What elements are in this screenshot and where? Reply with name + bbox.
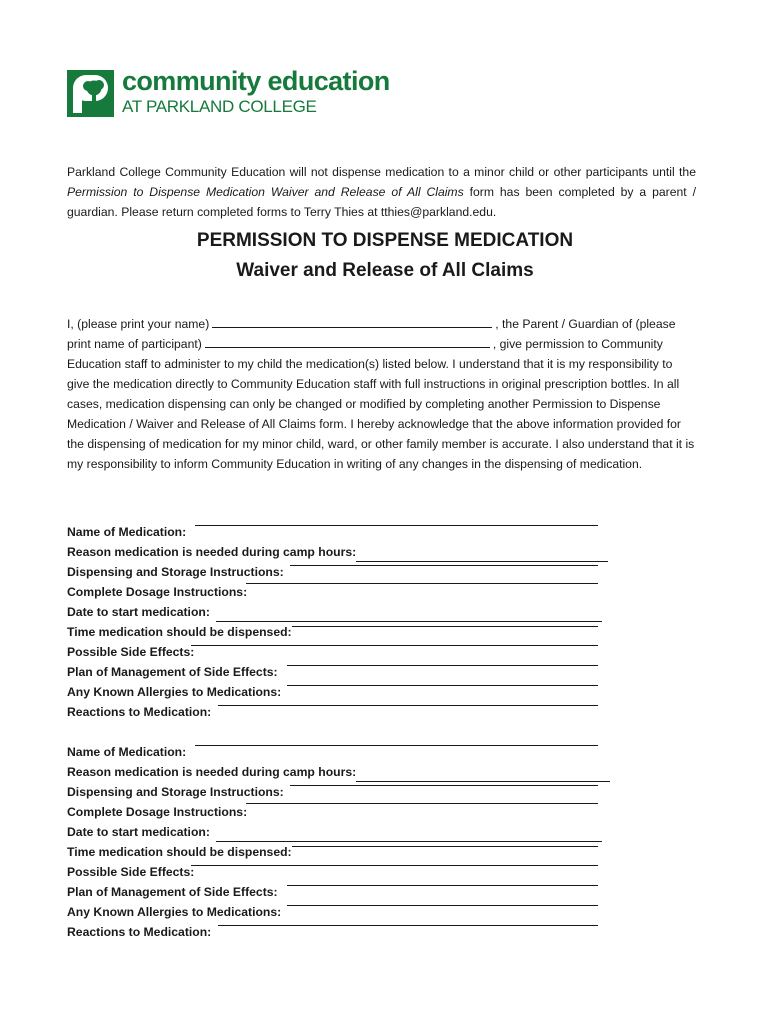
dosage-field[interactable] bbox=[246, 583, 598, 584]
tree-icon bbox=[67, 70, 114, 117]
form-title: PERMISSION TO DISPENSE MEDICATION bbox=[196, 230, 574, 251]
intro-text-end: form has been completed by a parent / guardian. Please return completed forms to Terry Thies at tthies@parkland.edu. bbox=[67, 185, 696, 219]
dispense-time-label: Time medication should be dispensed: bbox=[67, 625, 292, 639]
reactions-label: Reactions to Medication: bbox=[67, 705, 212, 719]
logo-title: community education bbox=[122, 66, 390, 96]
start-date-label: Date to start medication: bbox=[67, 825, 210, 839]
dispensing-storage-label: Dispensing and Storage Instructions: bbox=[67, 785, 284, 799]
reactions-field[interactable] bbox=[218, 705, 598, 706]
participant-name-field[interactable] bbox=[205, 334, 490, 348]
consent-text-2: , the Parent / Guardian of (please print name of participant) bbox=[67, 317, 676, 351]
allergies-field[interactable] bbox=[287, 685, 598, 686]
dispense-time-label: Time medication should be dispensed: bbox=[67, 845, 292, 859]
medication-name-field[interactable] bbox=[195, 525, 598, 526]
reason-label: Reason medication is needed during camp hours: bbox=[67, 765, 357, 779]
start-date-label: Date to start medication: bbox=[67, 605, 210, 619]
start-date-field[interactable] bbox=[216, 841, 602, 842]
allergies-label: Any Known Allergies to Medications: bbox=[67, 905, 282, 919]
consent-paragraph bbox=[67, 314, 696, 474]
reason-field[interactable] bbox=[356, 561, 608, 562]
reason-label: Reason medication is needed during camp hours: bbox=[67, 545, 357, 559]
dispensing-storage-field[interactable] bbox=[290, 785, 598, 786]
dispense-time-field[interactable] bbox=[292, 846, 598, 847]
medication-name-field[interactable] bbox=[195, 745, 598, 746]
side-effects-field[interactable] bbox=[191, 865, 598, 866]
side-effects-plan-field[interactable] bbox=[287, 665, 598, 666]
form-subtitle: Waiver and Release of All Claims bbox=[236, 260, 534, 281]
allergies-field[interactable] bbox=[287, 905, 598, 906]
guardian-name-field[interactable] bbox=[212, 314, 492, 328]
side-effects-plan-field[interactable] bbox=[287, 885, 598, 886]
start-date-field[interactable] bbox=[216, 621, 602, 622]
consent-text-3: , give permission to Community Education staff to administer to my child the medication(s) listed below. I understand that it is my responsibility to give the medication directly to Community Education staff with full instructions in original prescription bottles. In all cases, medication dispensing can only be changed or modified by completing another Permission to Dispense Medication / Waiver and Release of All Claims form. I hereby acknowledge that the above information provided for the dispensing of medication for my minor child, ward, or other family member is accurate. I also understand that it is my responsibility to inform Community Education in writing of any changes in the dispensing of medication. bbox=[67, 337, 695, 471]
reason-field[interactable] bbox=[356, 781, 610, 782]
dispensing-storage-field[interactable] bbox=[290, 565, 598, 566]
side-effects-label: Possible Side Effects: bbox=[67, 645, 195, 659]
dispense-time-field[interactable] bbox=[292, 626, 598, 627]
dosage-label: Complete Dosage Instructions: bbox=[67, 805, 248, 819]
side-effects-field[interactable] bbox=[191, 645, 598, 646]
side-effects-label: Possible Side Effects: bbox=[67, 865, 195, 879]
organization-logo bbox=[67, 66, 390, 120]
intro-form-title: Permission to Dispense Medication Waiver and Release of All Claims bbox=[67, 185, 464, 199]
medication-name-label: Name of Medication: bbox=[67, 745, 187, 759]
side-effects-plan-label: Plan of Management of Side Effects: bbox=[67, 665, 278, 679]
intro-text-start: Parkland College Community Education will not dispense medication to a minor child or other participants until the bbox=[67, 165, 696, 179]
reactions-label: Reactions to Medication: bbox=[67, 925, 212, 939]
logo-subtitle: AT PARKLAND COLLEGE bbox=[122, 97, 317, 116]
intro-paragraph bbox=[67, 162, 696, 222]
dispensing-storage-label: Dispensing and Storage Instructions: bbox=[67, 565, 284, 579]
allergies-label: Any Known Allergies to Medications: bbox=[67, 685, 282, 699]
reactions-field[interactable] bbox=[218, 925, 598, 926]
dosage-field[interactable] bbox=[246, 803, 598, 804]
dosage-label: Complete Dosage Instructions: bbox=[67, 585, 248, 599]
medication-name-label: Name of Medication: bbox=[67, 525, 187, 539]
side-effects-plan-label: Plan of Management of Side Effects: bbox=[67, 885, 278, 899]
consent-text-1: I, (please print your name) bbox=[67, 317, 210, 331]
